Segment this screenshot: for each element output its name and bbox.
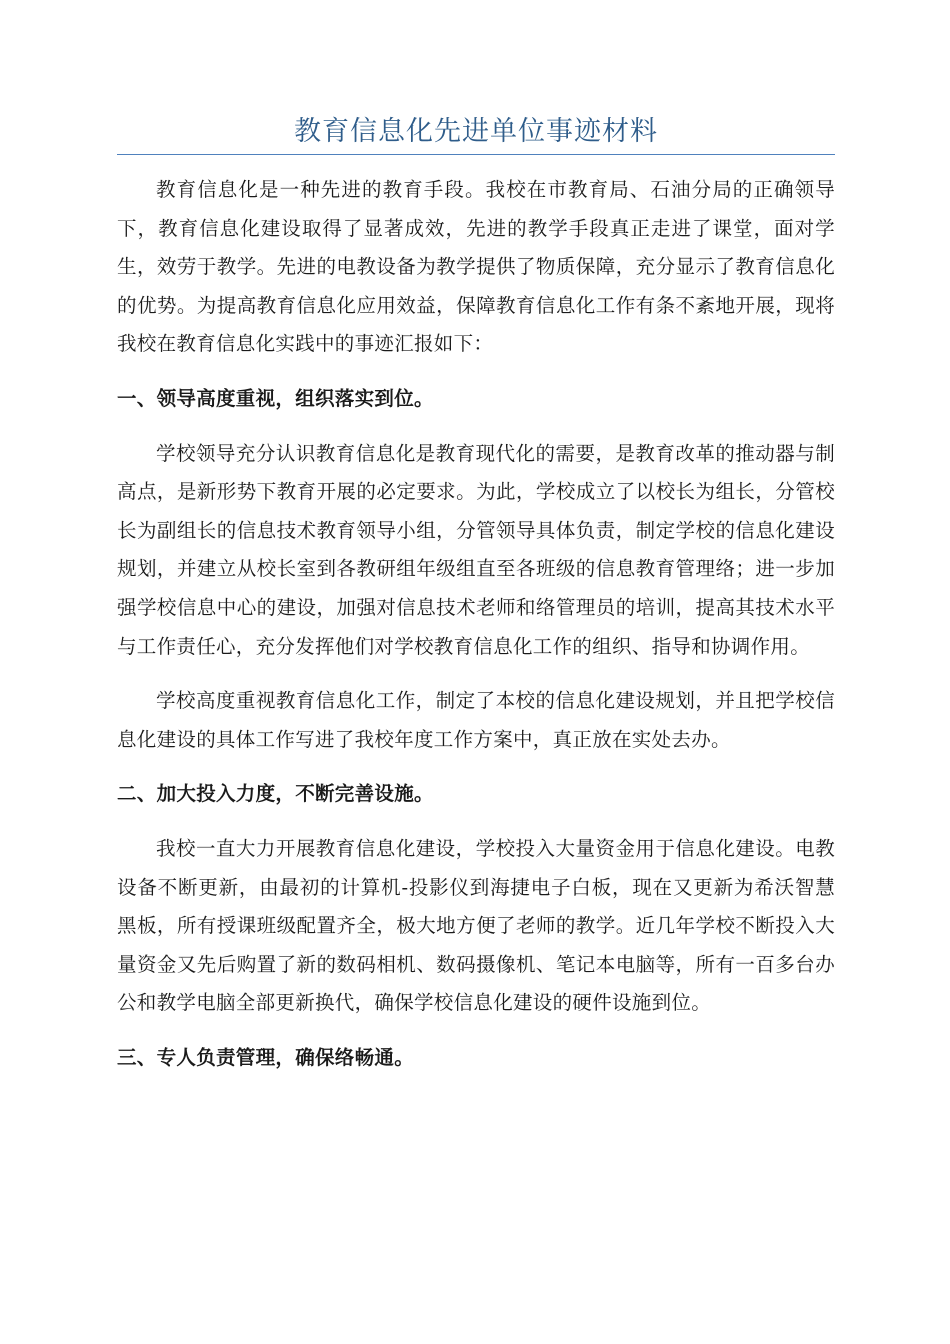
section-1-paragraph-2: 学校高度重视教育信息化工作，制定了本校的信息化建设规划，并且把学校信息化建设的具体工作写进了我校年度工作方案中，真正放在实处去办。 <box>117 689 835 751</box>
section-2-heading: 二、加大投入力度，不断完善设施。 <box>117 782 434 806</box>
section-3-heading: 三、专人负责管理，确保络畅通。 <box>117 1045 415 1069</box>
intro-paragraph: 教育信息化是一种先进的教育手段。我校在市教育局、石油分局的正确领导下，教育信息化建设取得了显著成效，先进的教学手段真正走进了课堂，面对学生，效劳于教学。先进的电教设备为教学提供了物质保障，充分显示了教育信息化的优势。为提高教育信息化应用效益，保障教育信息化工作有条不紊地开展，现将我校在教育信息化实践中的事迹汇报如下： <box>117 178 835 356</box>
section-2-paragraph-1: 我校一直大力开展教育信息化建设，学校投入大量资金用于信息化建设。电教设备不断更新，由最初的计算机-投影仪到海捷电子白板，现在又更新为希沃智慧黑板，所有授课班级配置齐全，极大地方便了老师的教学。近几年学校不断投入大量资金又先后购置了新的数码相机、数码摄像机、笔记本电脑等，所有一百多台办公和教学电脑全部更新换代，确保学校信息化建设的硬件设施到位。 <box>117 836 835 1015</box>
document-title: 教育信息化先进单位事迹材料 <box>117 112 835 155</box>
section-1-heading: 一、领导高度重视，组织落实到位。 <box>117 386 434 410</box>
section-1-paragraph-1: 学校领导充分认识教育信息化是教育现代化的需要，是教育改革的推动器与制高点，是新形势下教育开展的必定要求。为此，学校成立了以校长为组长，分管校长为副组长的信息技术教育领导小组，分管领导具体负责，制定学校的信息化建设规划，并建立从校长室到各教研组年级组直至各班级的信息教育管理络；进一步加强学校信息中心的建设，加强对信息技术老师和络管理员的培训，提高其技术水平与工作责任心，充分发挥他们对学校教育信息化工作的组织、指导和协调作用。 <box>117 441 835 658</box>
document-page <box>117 112 835 1093</box>
